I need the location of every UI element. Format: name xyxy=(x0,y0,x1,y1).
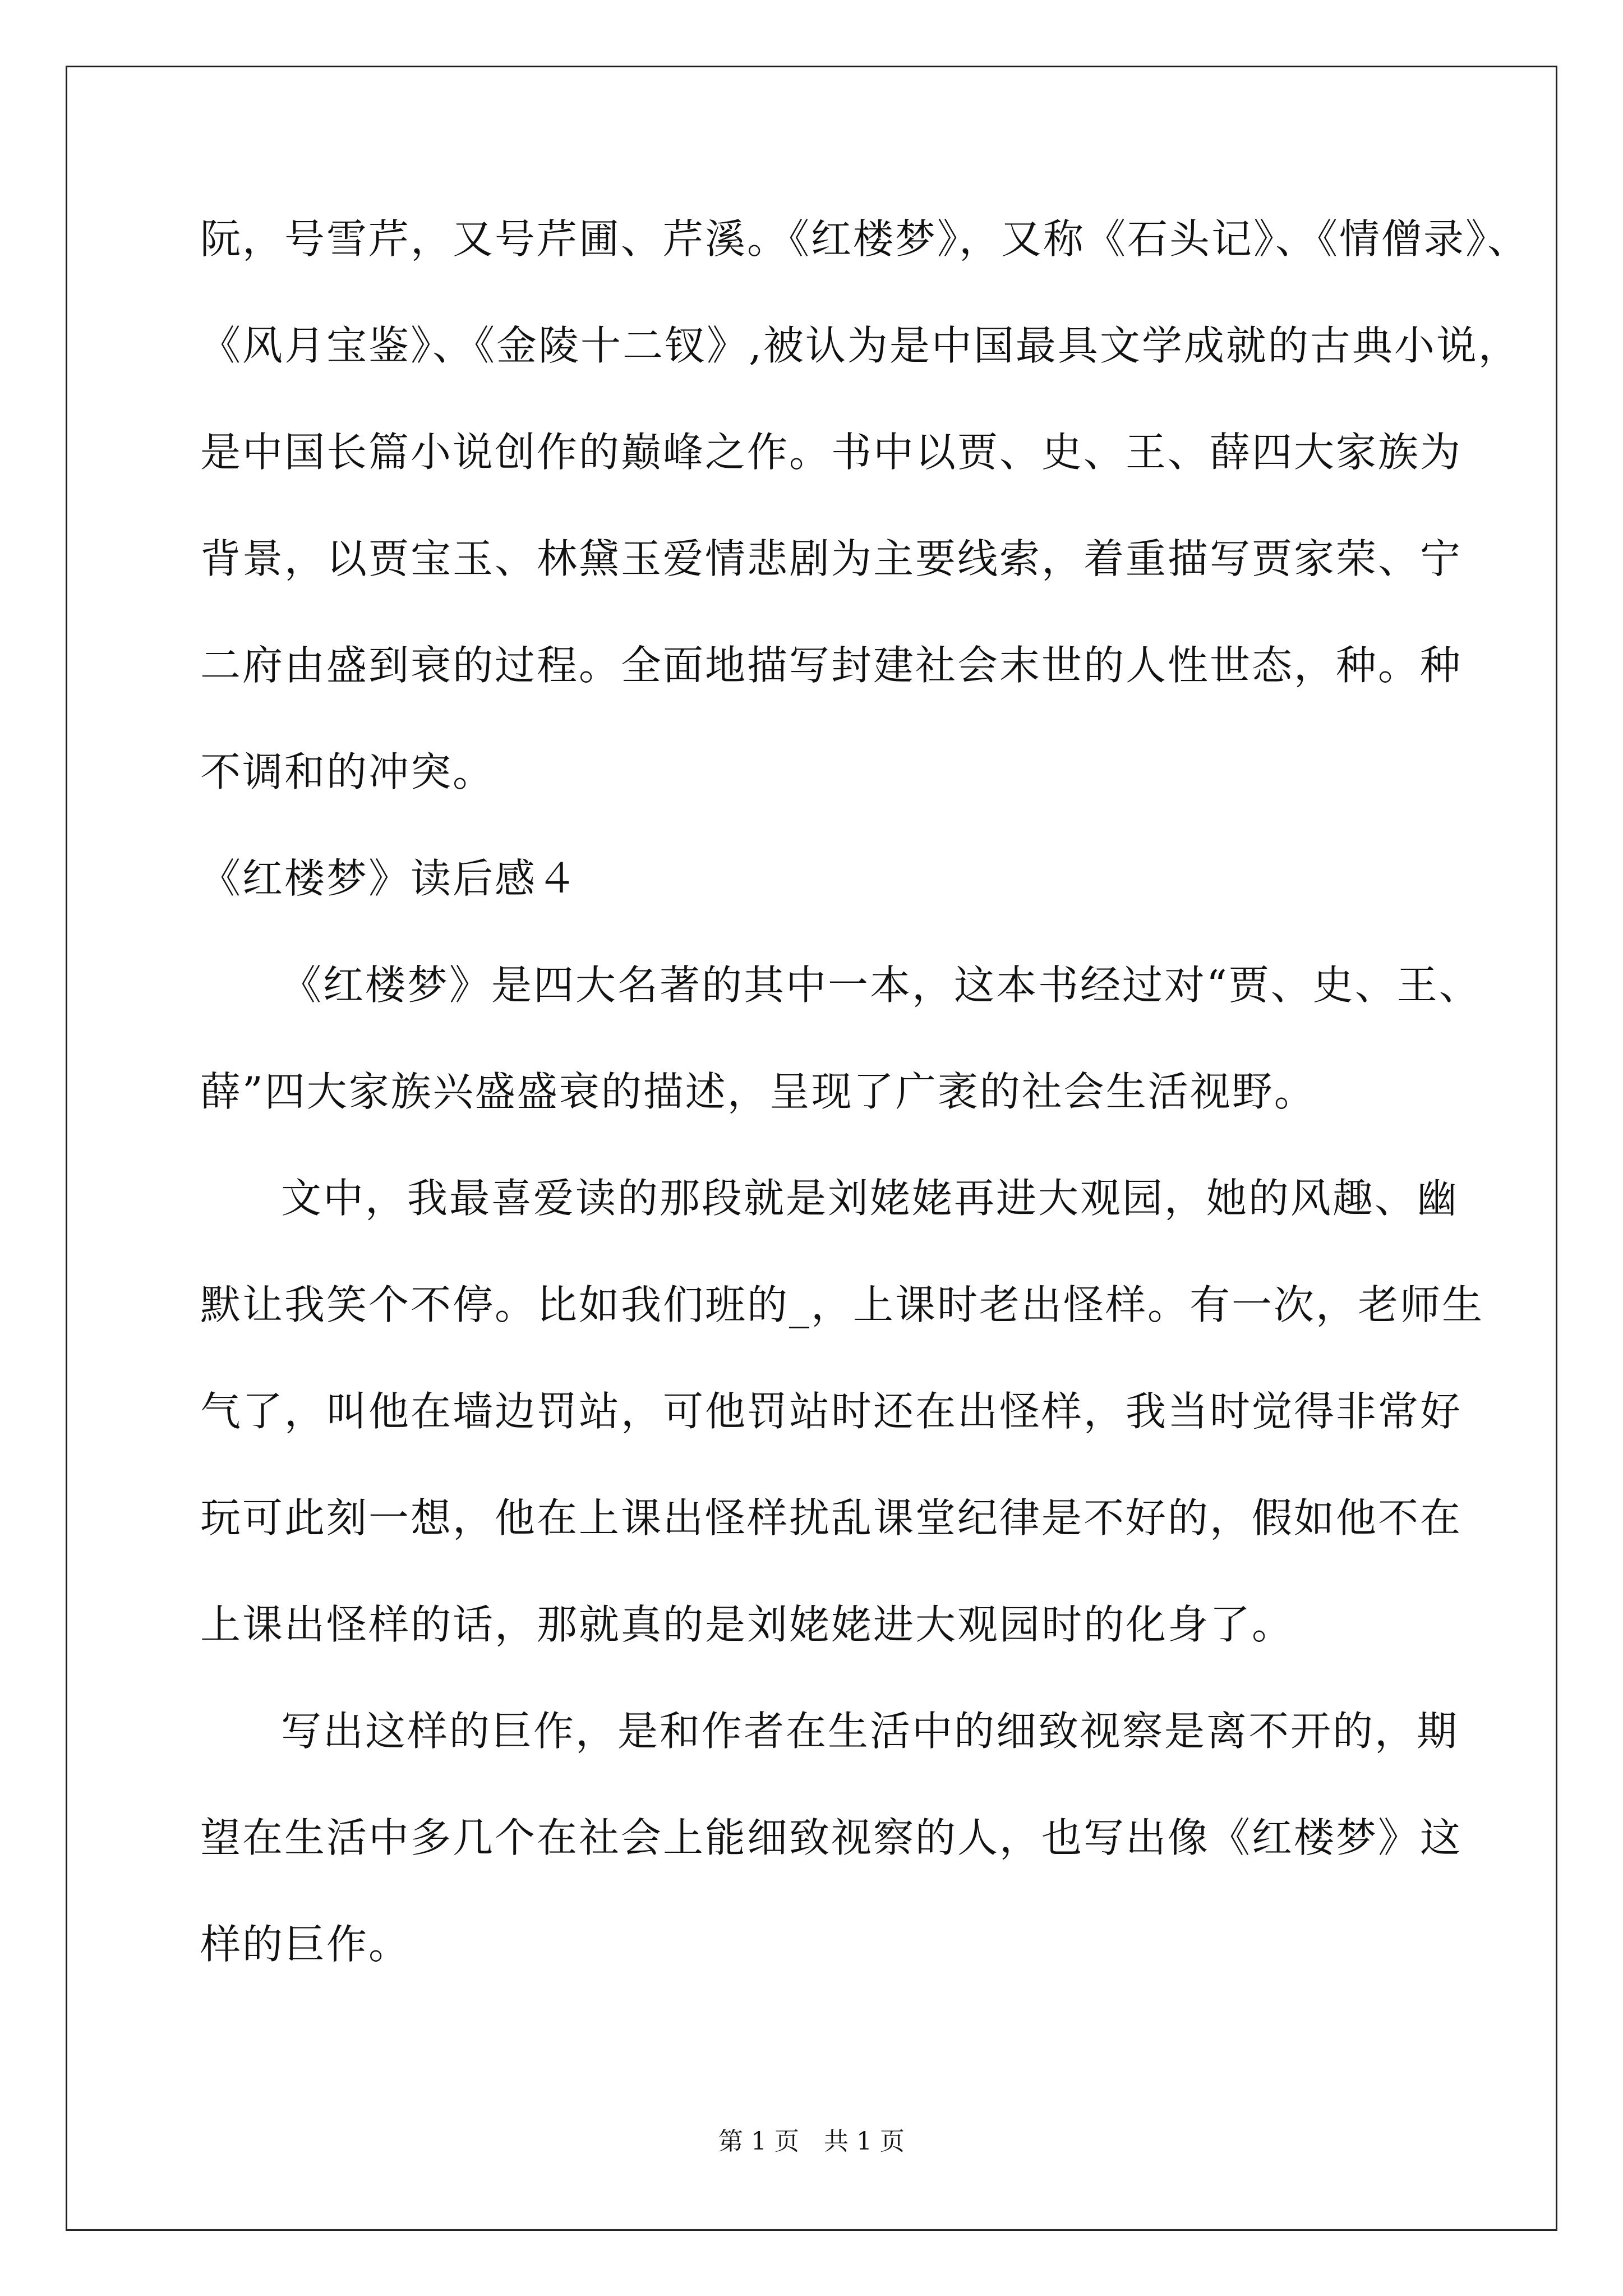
paragraph-2-line-3: 气了，叫他在墙边罚站，可他罚站时还在出怪样，我当时觉得非常好 xyxy=(200,1388,1463,1435)
paragraph-3-line-3: 样的巨作。 xyxy=(200,1921,411,1968)
paragraph-2-line-1: 文中，我最喜爱读的那段就是刘姥姥再进大观园，她的风趣、幽 xyxy=(281,1175,1459,1222)
body-line-3: 是中国长篇小说创作的巅峰之作。书中以贾、史、王、薛四大家族为 xyxy=(200,429,1463,476)
paragraph-2-line-2: 默让我笑个不停。比如我们班的_，上课时老出怪样。有一次，老师生 xyxy=(200,1281,1484,1328)
page-footer: 第 1 页 共 1 页 xyxy=(718,2127,905,2156)
paragraph-2-line-4: 玩可此刻一想，他在上课出怪样扰乱课堂纪律是不好的，假如他不在 xyxy=(200,1494,1463,1542)
body-line-4: 背景，以贾宝玉、林黛玉爱情悲剧为主要线索，着重描写贾家荣、宁 xyxy=(200,535,1463,582)
page-frame xyxy=(66,66,1557,2231)
body-line-1: 阮，号雪芹，又号芹圃、芹溪。《红楼梦》，又称《石头记》、《情僧录》、 xyxy=(200,215,1530,263)
paragraph-1-line-1: 《红楼梦》是四大名著的其中一本，这本书经过对“贾、史、王、 xyxy=(281,961,1481,1009)
paragraph-2-line-5: 上课出怪样的话，那就真的是刘姥姥进大观园时的化身了。 xyxy=(200,1601,1294,1648)
paragraph-3-line-1: 写出这样的巨作，是和作者在生活中的细致视察是离不开的，期 xyxy=(281,1708,1459,1755)
body-line-2: 《风月宝鉴》、《金陵十二钗》,被认为是中国最具文学成就的古典小说， xyxy=(200,322,1520,369)
section-heading: 《红楼梦》读后感４ xyxy=(200,855,579,902)
body-line-5: 二府由盛到衰的过程。全面地描写封建社会末世的人性世态，种。种 xyxy=(200,642,1463,689)
paragraph-1-line-2: 薛”四大家族兴盛盛衰的描述，呈现了广袤的社会生活视野。 xyxy=(200,1068,1316,1115)
body-line-6: 不调和的冲突。 xyxy=(200,748,495,795)
paragraph-3-line-2: 望在生活中多几个在社会上能细致视察的人，也写出像《红楼梦》这 xyxy=(200,1814,1463,1861)
